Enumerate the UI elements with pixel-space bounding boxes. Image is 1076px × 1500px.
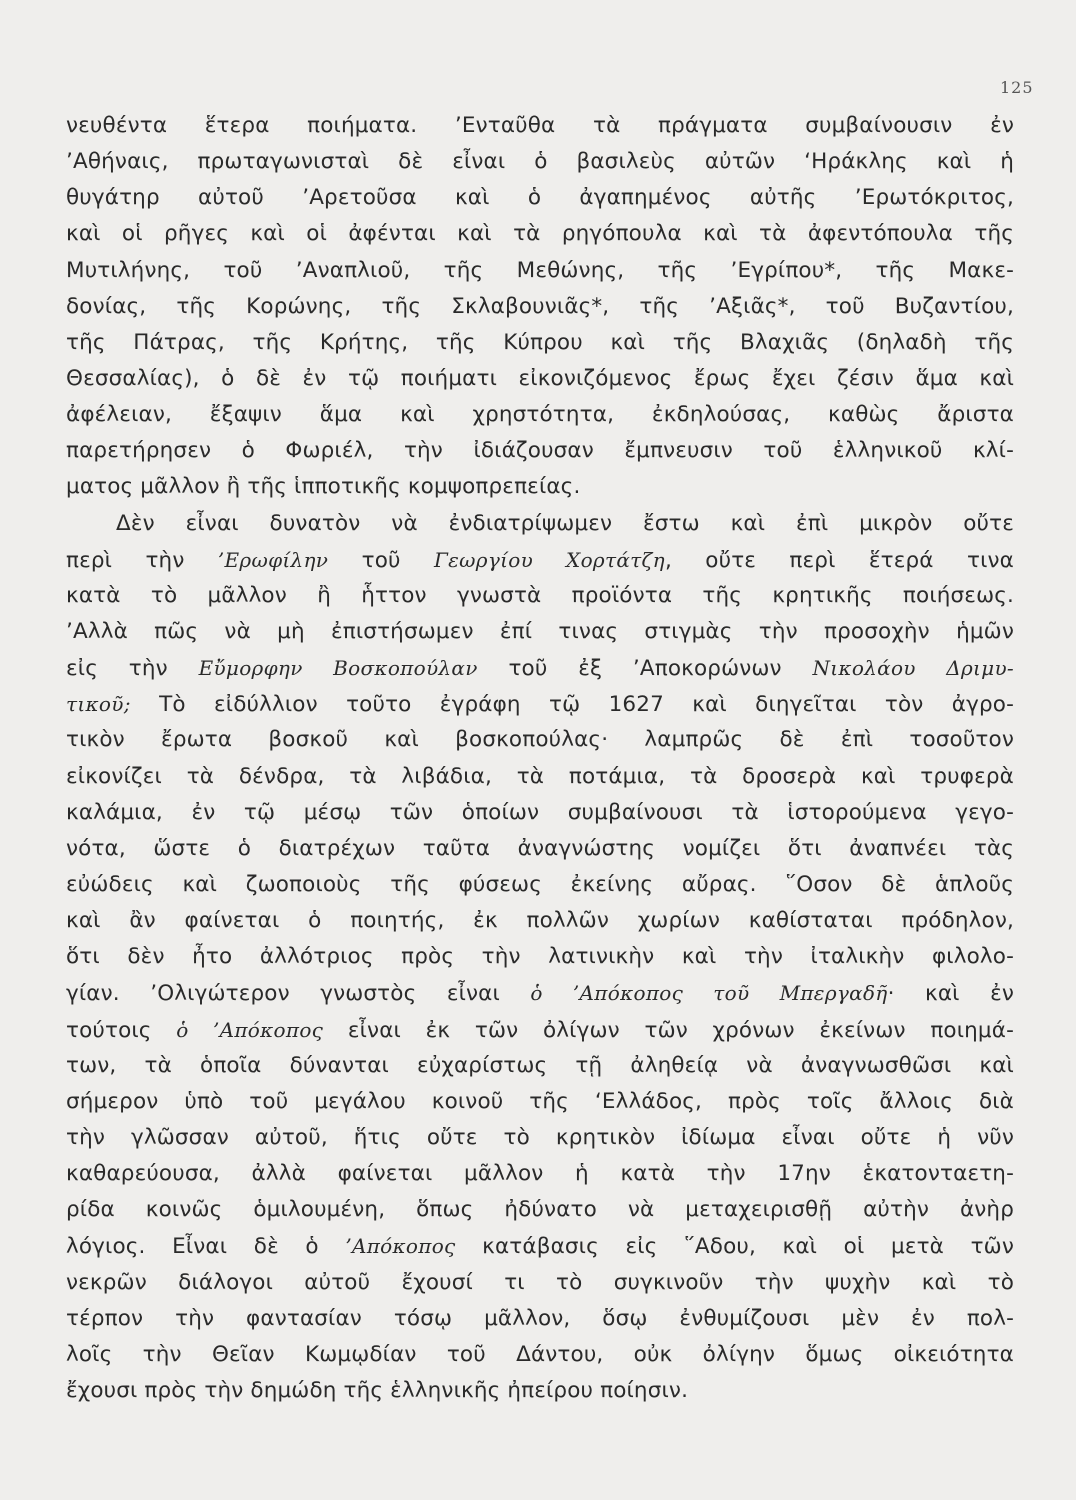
text-line: [66, 759, 1014, 795]
text-line: [66, 216, 1014, 252]
text-line: [66, 289, 1014, 325]
text-line: [66, 433, 1014, 469]
text-segment: τικὸν ἔρωτα βοσκοῦ καὶ βοσκοπούλας· λαμπρῶς δὲ ἐπὶ τοσοῦτον: [66, 727, 1014, 753]
text-segment: κατὰ τὸ μᾶλλον ἢ ἧττον γνωστὰ προϊόντα τῆς κρητικῆς ποιήσεως.: [66, 582, 1014, 608]
text-segment: νότα, ὥστε ὁ διατρέχων ταῦτα ἀναγνώστης νομίζει ὅτι ἀναπνέει τὰς: [66, 835, 1014, 861]
text-line: [66, 1012, 1014, 1048]
text-line: [66, 831, 1014, 867]
text-line: [66, 1156, 1014, 1192]
text-line: [66, 325, 1014, 361]
text-line: [66, 650, 1014, 686]
text-segment: τὴν γλῶσσαν αὐτοῦ, ἥτις οὔτε τὸ κρητικὸν ἰδίωμα εἶναι οὔτε ἡ νῦν: [66, 1124, 1014, 1150]
text-line: [66, 144, 1014, 180]
italic-title: ὁ ’Απόκοπος: [176, 1017, 324, 1042]
text-segment: τούτοις: [66, 1017, 177, 1043]
text-line: [66, 1084, 1014, 1120]
text-segment: , οὔτε περὶ ἕτερά τινα: [664, 547, 1014, 573]
text-segment: περὶ τὴν: [66, 547, 218, 573]
text-line: [66, 469, 1014, 505]
text-segment: καὶ ἂν φαίνεται ὁ ποιητής, ἐκ πολλῶν χωρίων καθίσταται πρόδηλον,: [66, 908, 1014, 934]
text-segment: λόγιος. Εἶναι δὲ ὁ: [66, 1234, 346, 1260]
text-segment: των, τὰ ὁποῖα δύνανται εὐχαρίστως τῇ ἀληθείᾳ νὰ ἀναγνωσθῶσι καὶ: [66, 1052, 1014, 1078]
text-segment: λοῖς τὴν Θεῖαν Κωμῳδίαν τοῦ Δάντου, οὐκ ὀλίγην ὅμως οἰκειότητα: [66, 1341, 1014, 1367]
text-segment: θυγάτηρ αὐτοῦ ’Αρετοῦσα καὶ ὁ ἀγαπημένος αὐτῆς ’Ερωτόκριτος,: [66, 185, 1014, 211]
text-line: [66, 939, 1014, 975]
text-segment: καλάμια, ἐν τῷ μέσῳ τῶν ὁποίων συμβαίνουσι τὰ ἱστορούμενα γεγο-: [66, 799, 1014, 825]
text-segment: παρετήρησεν ὁ Φωριέλ, τὴν ἰδιάζουσαν ἔμπνευσιν τοῦ ἑλληνικοῦ κλί-: [66, 438, 1014, 464]
text-line: [66, 253, 1014, 289]
text-segment: νεκρῶν διάλογοι αὐτοῦ ἔχουσί τι τὸ συγκινοῦν τὴν ψυχὴν καὶ τὸ: [66, 1269, 1014, 1295]
text-segment: τοῦ ἐξ ’Αποκορώνων: [477, 656, 813, 682]
text-segment: τῆς Πάτρας, τῆς Κρήτης, τῆς Κύπρου καὶ τῆς Βλαχιᾶς (δηλαδὴ τῆς: [66, 329, 1014, 355]
page-number: 125: [1000, 78, 1034, 97]
text-segment: ἀφέλειαν, ἔξαψιν ἅμα καὶ χρηστότητα, ἐκδηλούσας, καθὼς ἄριστα: [66, 402, 1014, 428]
text-segment: ’Αθήναις, πρωταγωνισταὶ δὲ εἶναι ὁ βασιλεὺς αὐτῶν ‘Ηράκλης καὶ ἡ: [66, 149, 1014, 175]
text-line: [66, 397, 1014, 433]
text-line: [66, 1120, 1014, 1156]
text-line: [66, 180, 1014, 216]
text-segment: Τὸ εἰδύλλιον τοῦτο ἐγράφη τῷ 1627 καὶ διηγεῖται τὸν ἀγρο-: [130, 692, 1014, 718]
text-line: [66, 1048, 1014, 1084]
text-segment: καθαρεύουσα, ἀλλὰ φαίνεται μᾶλλον ἡ κατὰ τὴν 17ην ἑκατονταετη-: [66, 1161, 1014, 1187]
text-segment: · καὶ ἐν: [887, 981, 1015, 1007]
italic-title: Νικολάου Δριμυ-: [812, 656, 1014, 681]
italic-title: ’Απόκοπος: [345, 1234, 456, 1259]
text-segment: Δὲν εἶναι δυνατὸν νὰ ἐνδιατρίψωμεν ἔστω καὶ ἐπὶ μικρὸν οὔτε: [116, 510, 1014, 536]
text-segment: καὶ οἱ ρῆγες καὶ οἱ ἀφένται καὶ τὰ ρηγόπουλα καὶ τὰ ἀφεντόπουλα τῆς: [66, 221, 1014, 247]
text-line: [66, 542, 1014, 578]
text-segment: γίαν. ’Ολιγώτερον γνωστὸς εἶναι: [66, 981, 531, 1007]
text-line: [66, 1192, 1014, 1228]
text-segment: ὅτι δὲν ἦτο ἀλλότριος πρὸς τὴν λατινικὴν καὶ τὴν ἰταλικὴν φιλολο-: [66, 944, 1014, 970]
text-line: [66, 903, 1014, 939]
italic-title: Γεωργίου Χορτάτζη: [433, 547, 665, 572]
text-line: [66, 361, 1014, 397]
text-line: [66, 722, 1014, 758]
text-segment: Μυτιλήνης, τοῦ ’Αναπλιοῦ, τῆς Μεθώνης, τῆς ’Εγρίπου*, τῆς Μακε-: [66, 257, 1014, 283]
text-segment: Θεσσαλίας), ὁ δὲ ἐν τῷ ποιήματι εἰκονιζόμενος ἔρως ἔχει ζέσιν ἅμα καὶ: [66, 365, 1014, 391]
text-segment: εὐώδεις καὶ ζωοποιοὺς τῆς φύσεως ἐκείνης αὔρας. ῞Οσον δὲ ἁπλοῦς: [66, 871, 1014, 897]
text-line: [66, 614, 1014, 650]
text-line: [66, 795, 1014, 831]
text-segment: δονίας, τῆς Κορώνης, τῆς Σκλαβουνιᾶς*, τῆς ’Αξιᾶς*, τοῦ Βυζαντίου,: [66, 293, 1014, 319]
text-segment: ματος μᾶλλον ἢ τῆς ἱπποτικῆς κομψοπρεπείας.: [66, 474, 581, 500]
text-line: [66, 1265, 1014, 1301]
text-segment: τοῦ: [328, 547, 434, 573]
text-segment: ρίδα κοινῶς ὁμιλουμένη, ὅπως ἠδύνατο νὰ μεταχειρισθῇ αὐτὴν ἀνὴρ: [66, 1197, 1014, 1223]
text-segment: νευθέντα ἕτερα ποιήματα. ’Ενταῦθα τὰ πράγματα συμβαίνουσιν ἐν: [66, 113, 1014, 138]
text-line: [66, 975, 1014, 1011]
text-line: [66, 578, 1014, 614]
text-segment: εἰς τὴν: [66, 656, 199, 682]
text-line: [66, 108, 1014, 144]
text-segment: εἶναι ἐκ τῶν ὀλίγων τῶν χρόνων ἐκείνων ποιημά-: [323, 1017, 1014, 1043]
text-line: [66, 1228, 1014, 1264]
text-line: [66, 1337, 1014, 1373]
italic-title: ’Ερωφίλην: [217, 547, 329, 572]
text-segment: κατάβασις εἰς ῞Αδου, καὶ οἱ μετὰ τῶν: [455, 1234, 1014, 1260]
body-text: [66, 108, 1014, 1409]
text-segment: εἰκονίζει τὰ δένδρα, τὰ λιβάδια, τὰ ποτάμια, τὰ δροσερὰ καὶ τρυφερὰ: [66, 763, 1014, 789]
text-line: [66, 1301, 1014, 1337]
text-line: [66, 686, 1014, 722]
text-segment: ἔχουσι πρὸς τὴν δημώδη τῆς ἑλληνικῆς ἠπείρου ποίησιν.: [66, 1377, 689, 1403]
text-line: [66, 1373, 1014, 1409]
italic-title: ὁ ’Απόκοπος τοῦ Μπεργαδῆ: [530, 981, 888, 1006]
text-segment: ’Αλλὰ πῶς νὰ μὴ ἐπιστήσωμεν ἐπί τινας στιγμὰς τὴν προσοχὴν ἡμῶν: [66, 618, 1014, 644]
text-line: [66, 867, 1014, 903]
text-line: [66, 506, 1014, 542]
text-segment: σήμερον ὑπὸ τοῦ μεγάλου κοινοῦ τῆς ‘Ελλάδος, πρὸς τοῖς ἄλλοις διὰ: [66, 1088, 1014, 1114]
text-segment: τέρπον τὴν φαντασίαν τόσῳ μᾶλλον, ὅσῳ ἐνθυμίζουσι μὲν ἐν πολ-: [66, 1305, 1014, 1331]
italic-title: Εὔμορφην Βοσκοπούλαν: [198, 656, 478, 681]
italic-title: τικοῦ;: [66, 692, 131, 717]
